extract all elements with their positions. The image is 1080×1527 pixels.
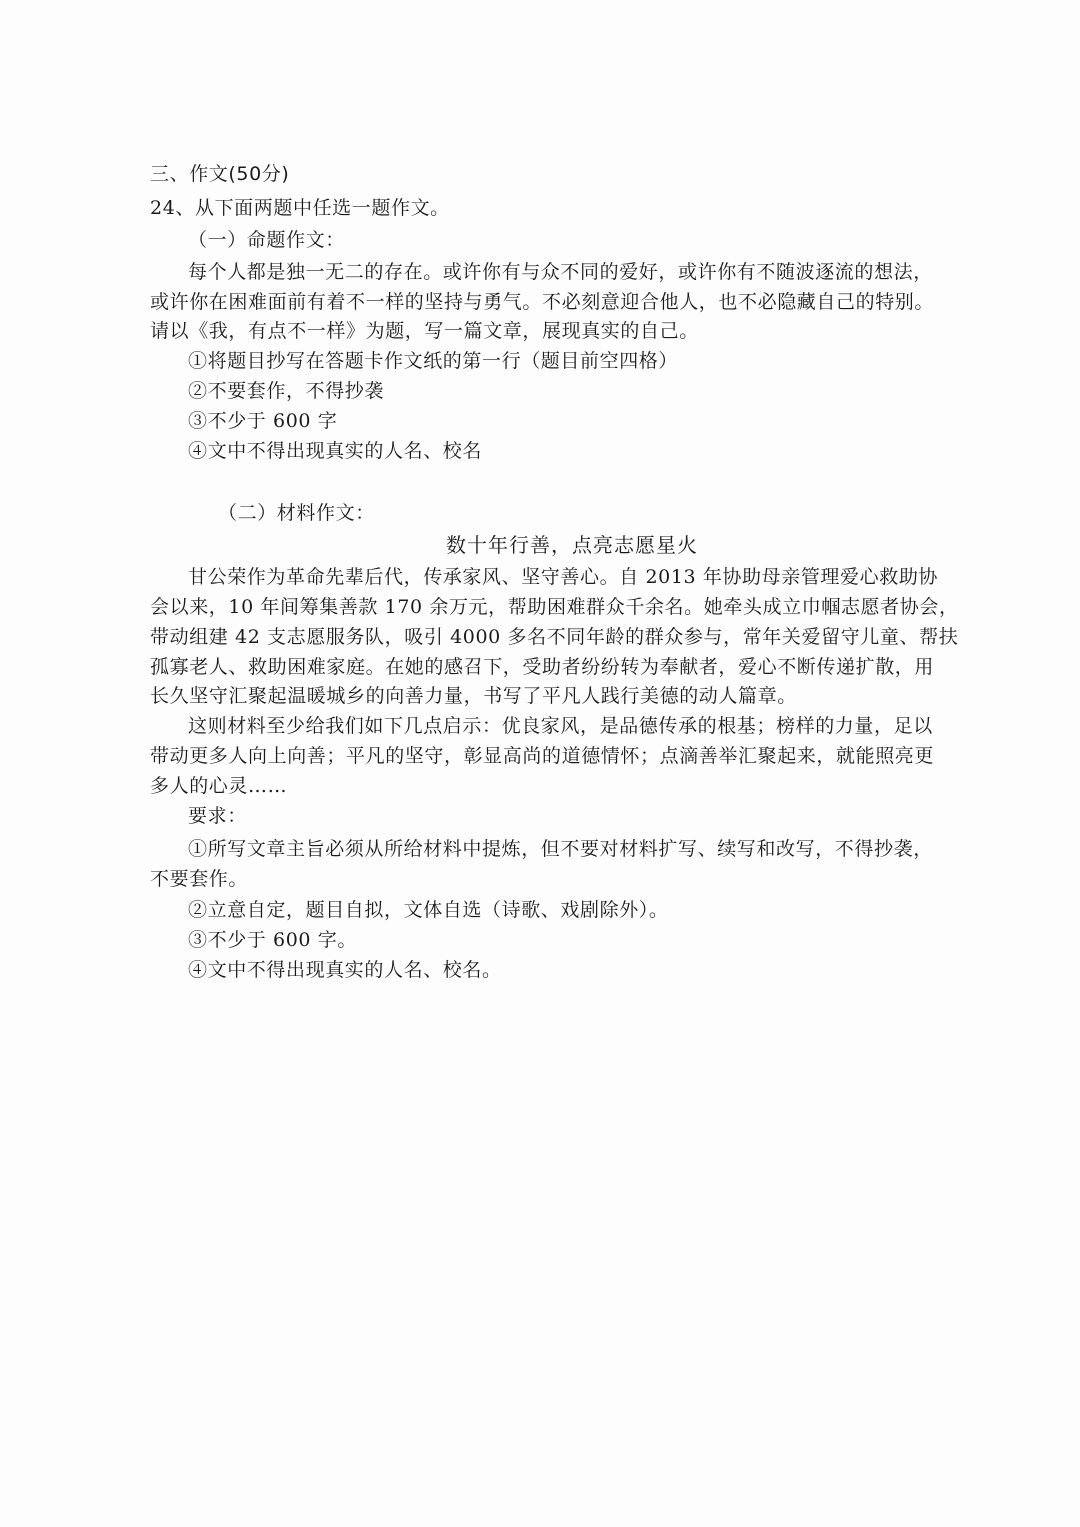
- part1-requirement: ③不少于 600 字: [188, 410, 338, 432]
- question-instruction: 24、从下面两题中任选一题作文。: [150, 197, 450, 219]
- material-line: 孤寡老人、救助困难家庭。在她的感召下，受助者纷纷转为奉献者，爱心不断传递扩散，用: [150, 656, 935, 678]
- part2-heading: （二）材料作文：: [218, 502, 375, 524]
- part1-requirement: ②不要套作，不得抄袭: [188, 380, 385, 402]
- part2-requirement: ②立意自定，题目自拟，文体自选（诗歌、戏剧除外）。: [188, 899, 669, 921]
- section-title: 三、作文(50分): [150, 163, 290, 185]
- material-line: 带动组建 42 支志愿服务队，吸引 4000 多名不同年龄的群众参与，常年关爱留守儿童、帮扶: [150, 626, 959, 648]
- part1-heading: （一）命题作文：: [188, 229, 345, 251]
- requirements-label: 要求：: [188, 805, 247, 827]
- part2-requirement: ④文中不得出现真实的人名、校名。: [188, 959, 502, 981]
- material-line: 甘公荣作为革命先辈后代，传承家风、坚守善心。自 2013 年协助母亲管理爱心救助协: [188, 566, 939, 588]
- material-line: 长久坚守汇聚起温暖城乡的向善力量，书写了平凡人践行美德的动人篇章。: [150, 685, 797, 707]
- part1-paragraph-line: 或许你在困难面前有着不一样的坚持与勇气。不必刻意迎合他人，也不必隐藏自己的特别。: [150, 291, 935, 313]
- part1-paragraph-line: 每个人都是独一无二的存在。或许你有与众不同的爱好，或许你有不随波逐流的想法，: [188, 261, 933, 283]
- part1-requirement: ①将题目抄写在答题卡作文纸的第一行（题目前空四格）: [188, 350, 679, 372]
- part1-requirement: ④文中不得出现真实的人名、校名: [188, 440, 483, 462]
- material-line: 会以来，10 年间筹集善款 170 余万元，帮助困难群众千余名。她牵头成立巾帼志愿者协会，: [150, 596, 959, 618]
- part1-paragraph-line: 请以《我，有点不一样》为题，写一篇文章，展现真实的自己。: [150, 320, 699, 342]
- material-title: 数十年行善，点亮志愿星火: [446, 533, 698, 557]
- hint-line: 多人的心灵……: [150, 775, 288, 797]
- hint-line: 这则材料至少给我们如下几点启示：优良家风，是品德传承的根基；榜样的力量，足以: [188, 715, 933, 737]
- part2-requirement: 不要套作。: [150, 868, 249, 890]
- hint-line: 带动更多人向上向善；平凡的坚守，彰显高尚的道德情怀；点滴善举汇聚起来，就能照亮更: [150, 745, 935, 767]
- part2-requirement: ①所写文章主旨必须从所给材料中提炼，但不要对材料扩写、续写和改写，不得抄袭，: [188, 838, 933, 860]
- part2-requirement: ③不少于 600 字。: [188, 929, 357, 951]
